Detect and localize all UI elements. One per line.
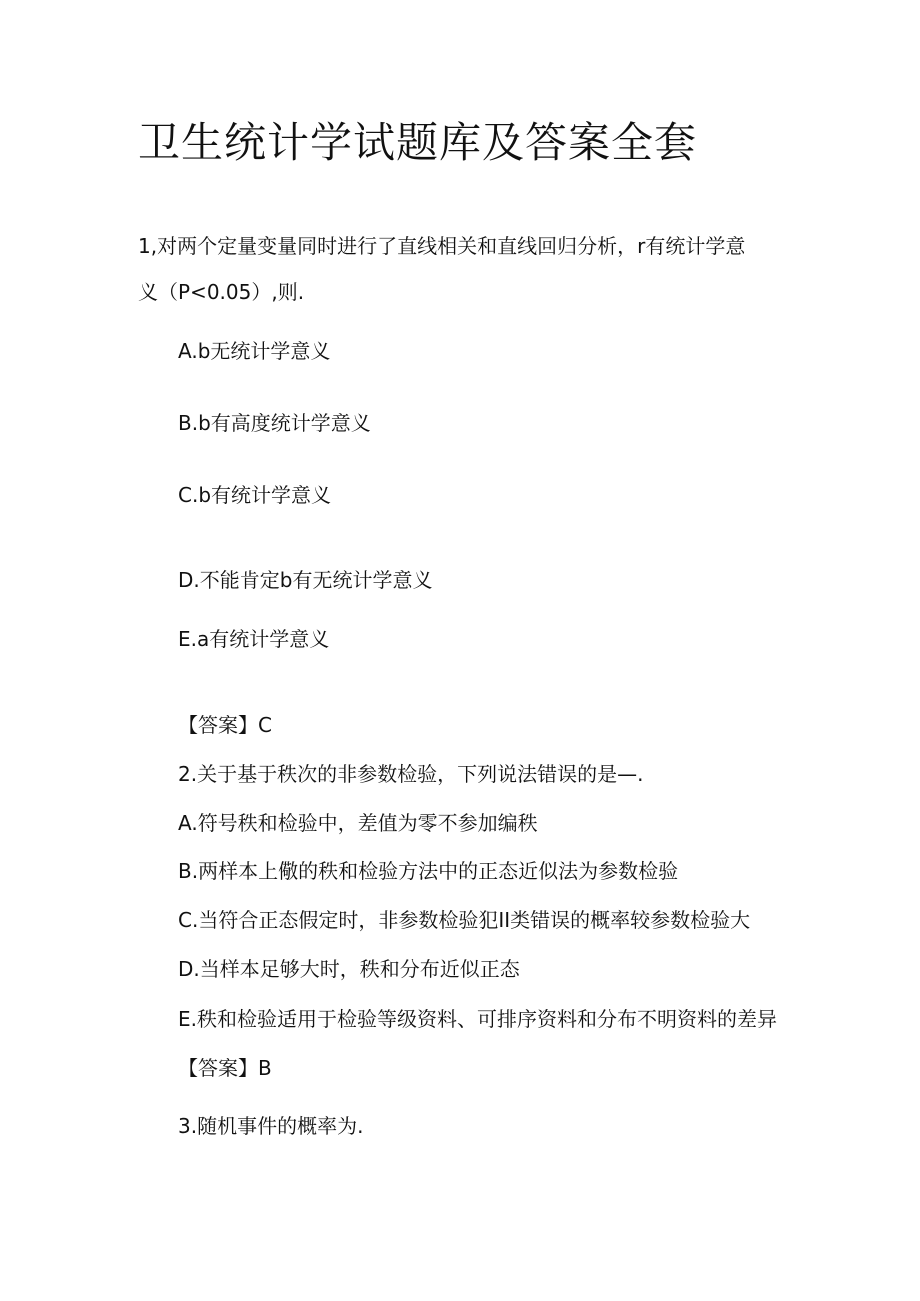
question-2-option-a: A.符号秩和检验中，差值为零不参加编秩 [178, 811, 538, 835]
question-1-stem-line2: 义（P<0.05）,则. [138, 280, 305, 304]
question-text: ,对两个定量变量同时进行了直线相关和直线回归分析，r有统计学意 [150, 234, 746, 258]
question-2-answer: 【答案】B [178, 1056, 272, 1080]
question-1-answer: 【答案】C [178, 713, 272, 737]
question-1-option-b: B.b有高度统计学意义 [178, 411, 371, 435]
question-number: 1 [138, 234, 151, 258]
question-2-option-c: C.当符合正态假定时，非参数检验犯II类错误的概率较参数检验大 [178, 908, 751, 932]
question-1-option-c: C.b有统计学意义 [178, 483, 332, 507]
question-3-stem [178, 1116, 363, 1136]
document-title: 卫生统计学试题库及答案全套 [138, 118, 698, 167]
question-1-option-d: D.不能肯定b有无统计学意义 [178, 568, 433, 592]
question-2-option-e: E.秩和检验适用于检验等级资料、可排序资料和分布不明资料的差异 [178, 1007, 777, 1031]
question-2-option-b: B.两样本上儆的秩和检验方法中的正态近似法为参数检验 [178, 859, 679, 883]
question-1-stem-line1 [138, 236, 745, 256]
question-text: .关于基于秩次的非参数检验，下列说法错误的是—. [190, 762, 644, 786]
question-2-option-d: D.当样本足够大时，秩和分布近似正态 [178, 957, 520, 981]
question-1-option-a: A.b无统计学意义 [178, 339, 331, 363]
question-1-option-e: E.a有统计学意义 [178, 627, 330, 651]
question-number: 2 [178, 762, 191, 786]
question-2-stem [178, 764, 643, 784]
question-text: .随机事件的概率为. [190, 1114, 364, 1138]
question-number: 3 [178, 1114, 191, 1138]
